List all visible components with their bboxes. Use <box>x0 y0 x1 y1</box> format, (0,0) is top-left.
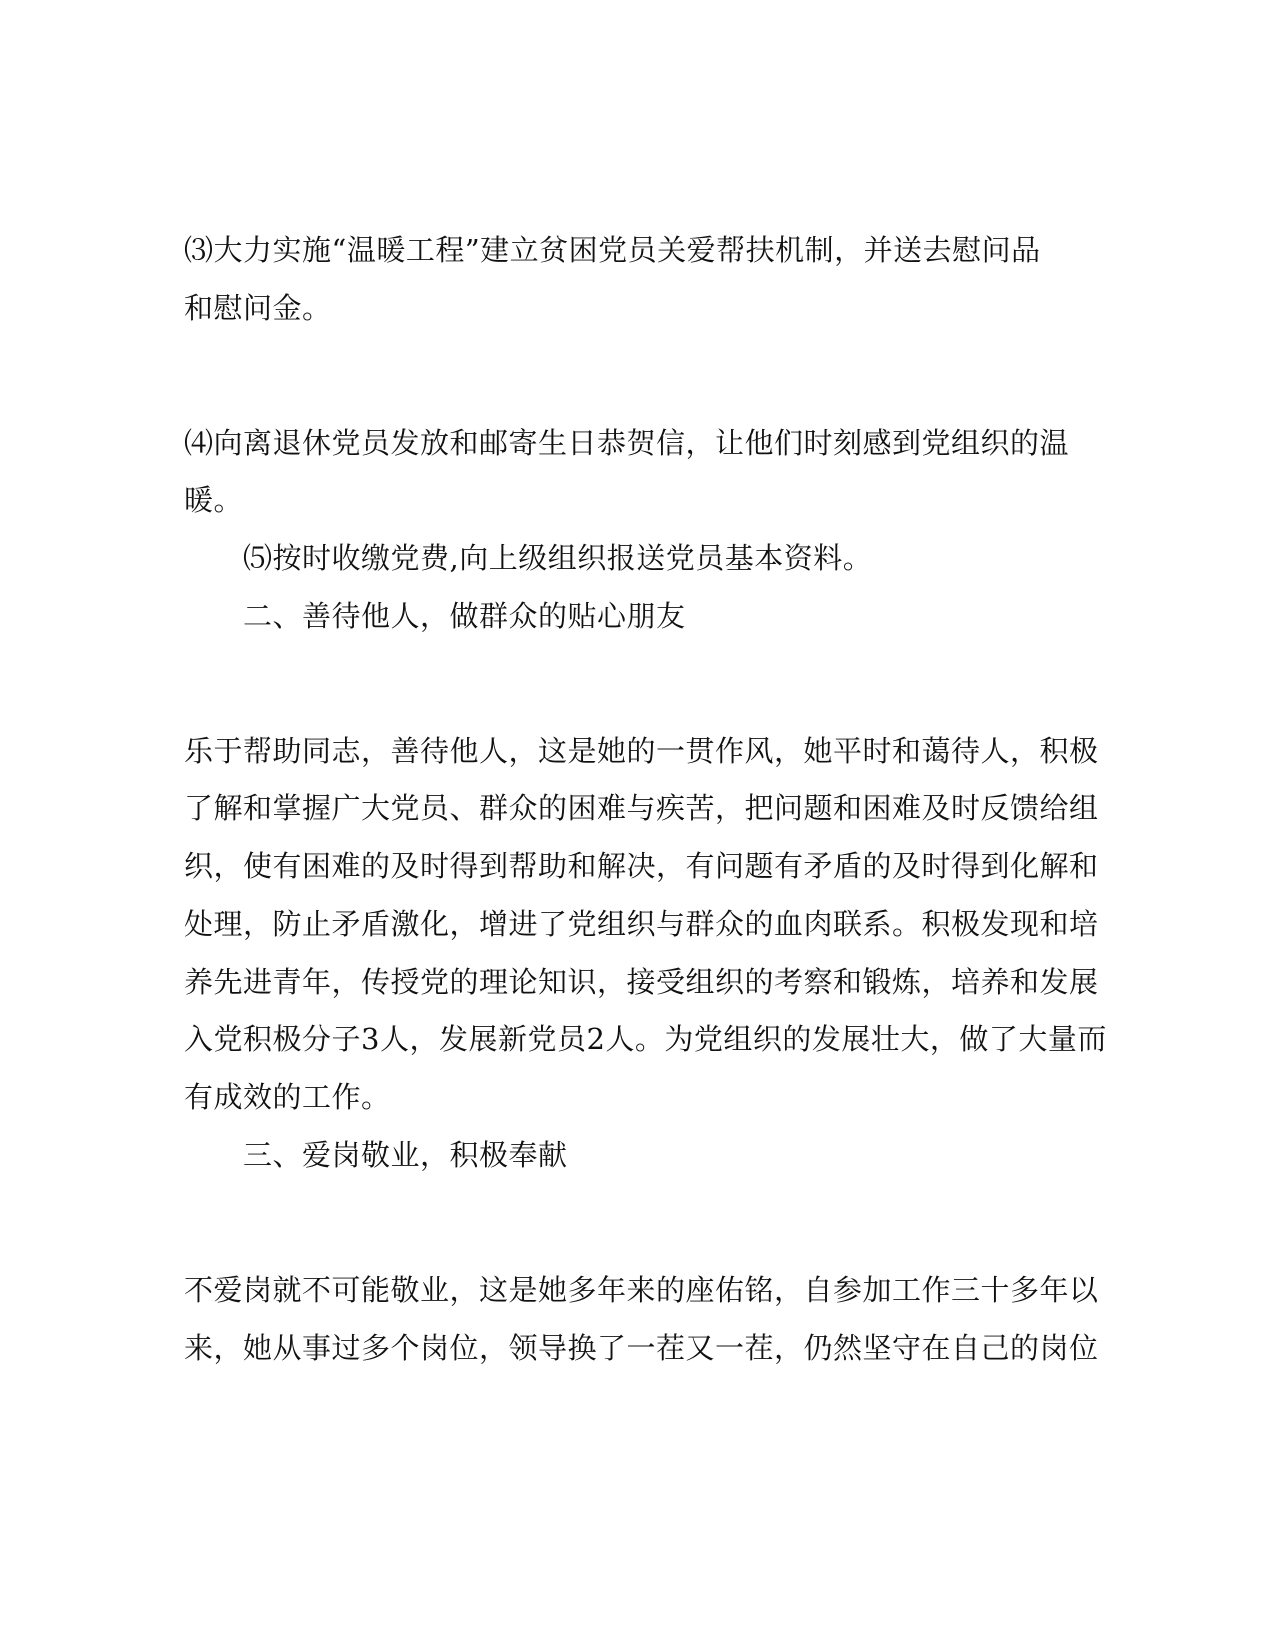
text-line: 不爱岗就不可能敬业，这是她多年来的座佑铭，自参加工作三十多年以 <box>184 1273 1099 1307</box>
text-line: ⑸按时收缴党费,向上级组织报送党员基本资料。 <box>243 541 873 575</box>
text-line: 和慰问金。 <box>184 291 332 325</box>
text-line: ⑷向离退休党员发放和邮寄生日恭贺信，让他们时刻感到党组织的温 <box>184 426 1070 460</box>
section-heading: 二、善待他人，做群众的贴心朋友 <box>243 599 686 633</box>
text-line: 有成效的工作。 <box>184 1080 391 1114</box>
section-heading: 三、爱岗敬业，积极奉献 <box>243 1138 568 1172</box>
text-line: 织，使有困难的及时得到帮助和解决，有问题有矛盾的及时得到化解和 <box>184 849 1099 883</box>
text-line: 暖。 <box>184 483 244 517</box>
text-line: 养先进青年，传授党的理论知识，接受组织的考察和锻炼，培养和发展 <box>184 965 1099 999</box>
text-line: ⑶大力实施“温暖工程”建立贫困党员关爱帮扶机制，并送去慰问品 <box>184 233 1041 267</box>
text-line: 处理，防止矛盾激化，增进了党组织与群众的血肉联系。积极发现和培 <box>184 907 1099 941</box>
text-line: 入党积极分子3人，发展新党员2人。为党组织的发展壮大，做了大量而 <box>184 1022 1107 1056</box>
text-line: 了解和掌握广大党员、群众的困难与疾苦，把问题和困难及时反馈给组 <box>184 791 1099 825</box>
text-line: 乐于帮助同志，善待他人，这是她的一贯作风，她平时和蔼待人，积极 <box>184 734 1099 768</box>
text-line: 来，她从事过多个岗位，领导换了一茬又一茬，仍然坚守在自己的岗位 <box>184 1331 1099 1365</box>
